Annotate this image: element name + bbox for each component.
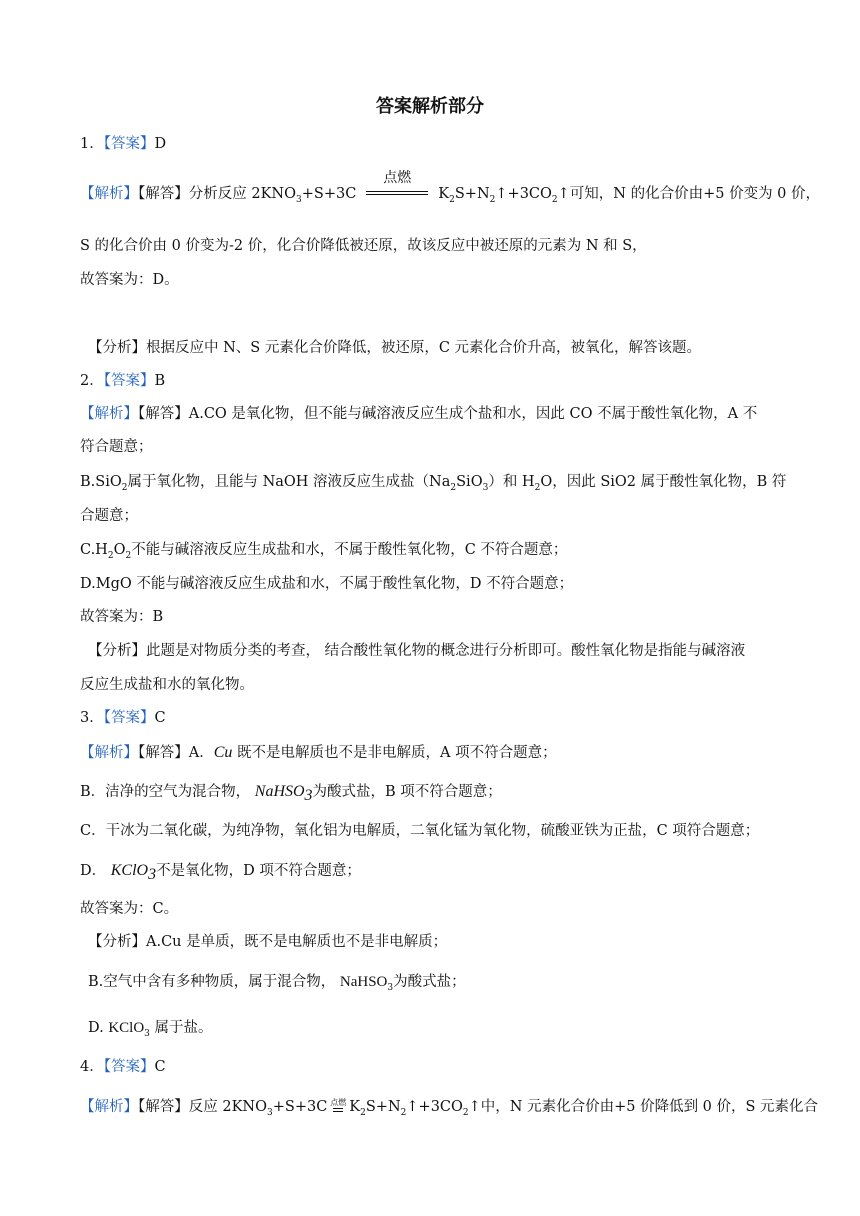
- q3-analysis-line2: B.空气中含有多种物质，属于混合物， NaHSO$_3$为酸式盐；: [88, 974, 466, 993]
- q1-explanation-line2: S 的化合价由 0 价变为-2 价，化合价降低被还原，故该反应中被还原的元素为 N 和 S，: [80, 238, 647, 254]
- q2-answer-line: 2．【答案】B: [80, 373, 166, 389]
- q2-explanation-line1: 【解析】【解答】A.CO 是氧化物，但不能与碱溶液反应生成个盐和水，因此 CO 不属于酸性氧化物，A 不: [80, 406, 758, 422]
- q2-explanation-line6: D.MgO 不能与碱溶液反应生成盐和水，不属于酸性氧化物，D 不符合题意；: [80, 576, 574, 592]
- answer-tag: 【答案】: [103, 373, 155, 389]
- page-title: 答案解析部分: [376, 96, 484, 117]
- q3-explanation-line3: C．干冰为二氧化碳，为纯净物，氧化铝为电解质，二氧化锰为氧化物，硫酸亚铁为正盐，C 项符合题意；: [80, 823, 760, 839]
- q3-analysis-line3: D. KClO$_3$ 属于盐。: [88, 1020, 213, 1039]
- q2-explanation-line3: B.SiO$_2$属于氧化物，且能与 NaOH 溶液反应生成盐$(Na_2SiO_3)$和 $H_2O$，因此 SiO2 属于酸性氧化物，B 符: [80, 474, 787, 493]
- q1-analysis: 【分析】根据反应中 N、S 元素化合价降低，被还原，C 元素化合价升高，被氧化，解答该题。: [88, 340, 702, 356]
- q2-answer: B: [154, 373, 166, 389]
- explanation-tag: 【解析】: [80, 1099, 138, 1115]
- q2-explanation-line2: 符合题意；: [80, 439, 153, 455]
- q3-explanation-line1: 【解析】【解答】A．Cu 既不是电解质也不是非电解质，A 项不符合题意；: [80, 744, 557, 761]
- q3-explanation-line4: D． KClO$_3$不是氧化物，D 项不符合题意；: [80, 862, 361, 883]
- answer-tag: 【答案】: [103, 710, 155, 726]
- q3-analysis-line1: 【分析】A.Cu 是单质，既不是电解质也不是非电解质；: [88, 934, 448, 950]
- q3-answer: C: [154, 710, 166, 726]
- q2-analysis-line1: 【分析】此题是对物质分类的考查， 结合酸性氧化物的概念进行分析即可。酸性氧化物是指能与碱溶液: [88, 643, 746, 659]
- q3-answer-line: 3．【答案】C: [80, 710, 166, 726]
- reaction-arrow: 点燃: [364, 184, 430, 204]
- explanation-tag: 【解析】: [80, 745, 138, 761]
- q1-conclusion: 故答案为：D。: [80, 272, 179, 288]
- q2-analysis-line2: 反应生成盐和水的氧化物。: [80, 677, 254, 693]
- q3-explanation-line2: B．洁净的空气为混合物， NaHSO$_3$为酸式盐，B 项不符合题意；: [80, 783, 502, 804]
- q4-explanation-line1: 【解析】【解答】反应 $2KNO_3+S+3C$ 点燃 $K_2S+N_2↑+3CO_2↑$中，N 元素化合价由+5 价降低到 0 价，S 元素化合: [80, 1098, 819, 1118]
- q1-answer: D: [154, 136, 167, 152]
- q4-answer-line: 4．【答案】C: [80, 1059, 166, 1075]
- q3-conclusion: 故答案为：C。: [80, 901, 179, 917]
- q1-answer-line: 1．【答案】D: [80, 136, 167, 152]
- reaction-arrow-small: 点燃: [327, 1097, 349, 1117]
- answer-tag: 【答案】: [103, 1059, 155, 1075]
- answer-tag: 【答案】: [103, 136, 155, 152]
- explanation-tag: 【解析】: [80, 406, 138, 422]
- q2-conclusion: 故答案为：B: [80, 609, 164, 625]
- explanation-tag: 【解析】: [80, 186, 138, 202]
- q2-explanation-line5: $C.H_2O_2$不能与碱溶液反应生成盐和水，不属于酸性氧化物，C 不符合题意；: [80, 542, 568, 561]
- q1-explanation-line1: 【解析】【解答】分析反应 $2KNO_3+S+3C$ 点燃 $K_2S+N_2↑+3CO_2↑$可知，N 的化合价由+5 价变为 0 价，: [80, 170, 821, 205]
- q4-answer: C: [154, 1059, 166, 1075]
- q2-explanation-line4: 合题意；: [80, 508, 138, 524]
